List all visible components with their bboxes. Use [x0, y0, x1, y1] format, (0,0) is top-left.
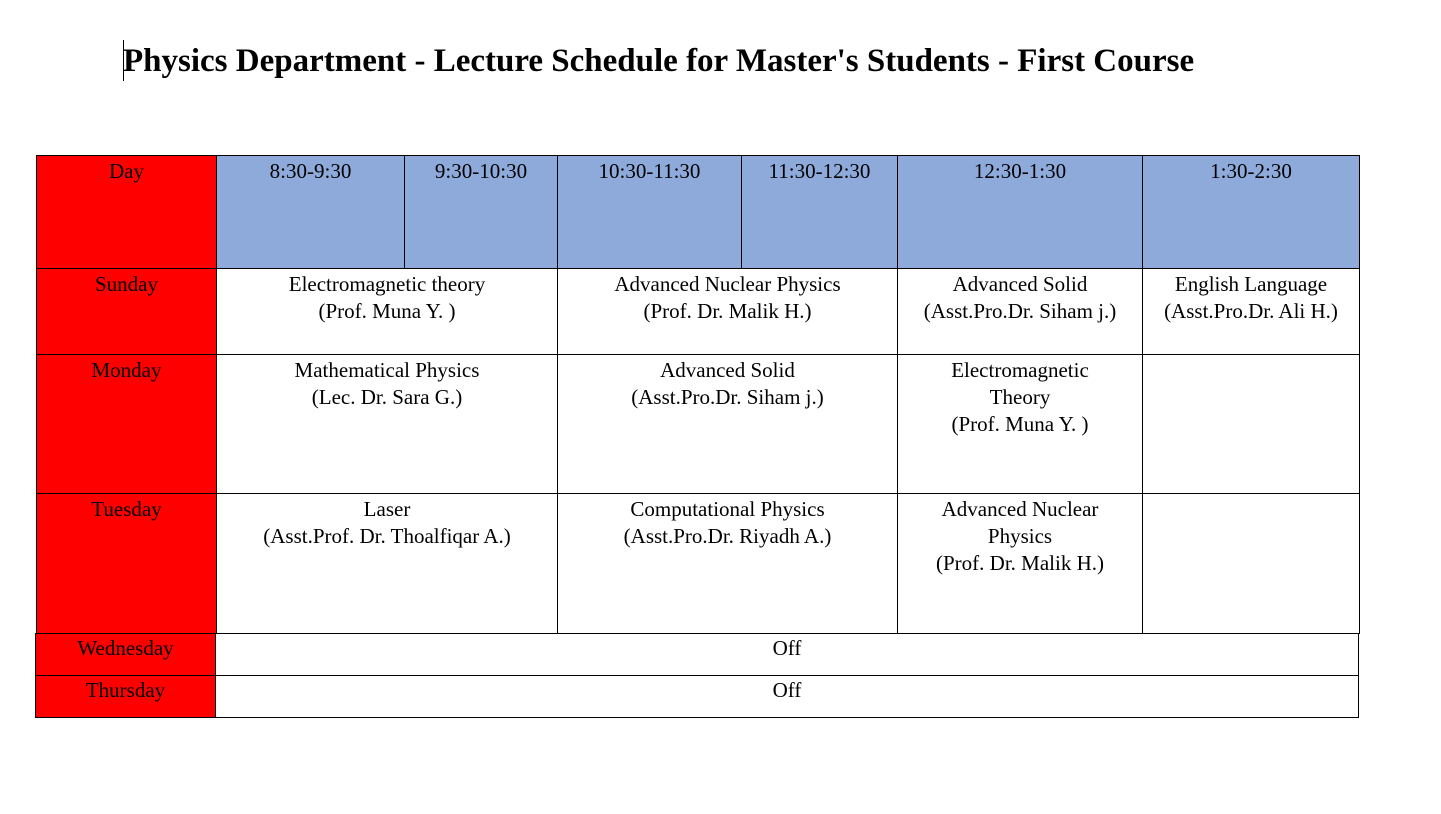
course-name: Laser: [363, 497, 411, 521]
time-slot-header: 1:30-2:30: [1143, 156, 1360, 269]
session-cell: [1143, 269, 1360, 355]
instructor-name: (Prof. Muna Y. ): [318, 299, 456, 323]
empty-session-cell: [1143, 355, 1360, 494]
empty-session-cell: [1143, 494, 1360, 634]
instructor-name: (Asst.Pro.Dr. Siham j.): [923, 299, 1117, 323]
instructor-name: (Asst.Pro.Dr. Riyadh A.): [623, 524, 832, 548]
instructor-name: (Prof. Dr. Malik H.): [643, 299, 812, 323]
page-title: Physics Department - Lecture Schedule for Master's Students - First Course: [123, 43, 1195, 79]
time-slot-header: 8:30-9:30: [217, 156, 405, 269]
session-cell: [558, 355, 898, 494]
session-cell: [217, 494, 558, 634]
day-row-wednesday: [36, 634, 1359, 676]
instructor-name: (Asst.Prof. Dr. Thoalfiqar A.): [263, 524, 511, 548]
course-name: English Language: [1174, 272, 1328, 296]
session-cell: [898, 355, 1143, 494]
day-label: Tuesday: [37, 494, 217, 634]
session-cell: [217, 269, 558, 355]
course-name: Advanced Nuclear Physics: [941, 497, 1099, 548]
day-row-thursday: [36, 676, 1359, 718]
header-row: [37, 156, 1360, 269]
instructor-name: (Prof. Muna Y. ): [951, 412, 1089, 436]
course-name: Electromagnetic Theory: [951, 358, 1089, 409]
day-label: Thursday: [36, 676, 216, 718]
course-name: Computational Physics: [630, 497, 825, 521]
time-slot-header: 9:30-10:30: [405, 156, 558, 269]
day-label: Wednesday: [36, 634, 216, 676]
course-name: Advanced Nuclear Physics: [614, 272, 841, 296]
time-slot-header: 12:30-1:30: [898, 156, 1143, 269]
time-slot-header: 10:30-11:30: [558, 156, 742, 269]
session-cell: [558, 494, 898, 634]
day-label: Sunday: [37, 269, 217, 355]
schedule-table: [36, 155, 1360, 634]
session-cell: [898, 494, 1143, 634]
session-cell: [558, 269, 898, 355]
off-days-table: [35, 633, 1359, 718]
course-name: Electromagnetic theory: [288, 272, 486, 296]
day-label: Monday: [37, 355, 217, 494]
instructor-name: (Asst.Pro.Dr. Siham j.): [631, 385, 824, 409]
instructor-name: (Prof. Dr. Malik H.): [936, 551, 1104, 575]
session-cell: [217, 355, 558, 494]
instructor-name: (Asst.Pro.Dr. Ali H.): [1164, 299, 1338, 323]
course-name: Mathematical Physics: [294, 358, 480, 382]
instructor-name: (Lec. Dr. Sara G.): [311, 385, 463, 409]
session-cell: [898, 269, 1143, 355]
day-row-sunday: [37, 269, 1360, 355]
course-name: Advanced Solid: [952, 272, 1088, 296]
off-status: Off: [216, 676, 1359, 718]
course-name: Advanced Solid: [660, 358, 795, 382]
time-slot-header: 11:30-12:30: [742, 156, 898, 269]
day-row-monday: [37, 355, 1360, 494]
day-row-tuesday: [37, 494, 1360, 634]
day-header: Day: [37, 156, 217, 269]
off-status: Off: [216, 634, 1359, 676]
